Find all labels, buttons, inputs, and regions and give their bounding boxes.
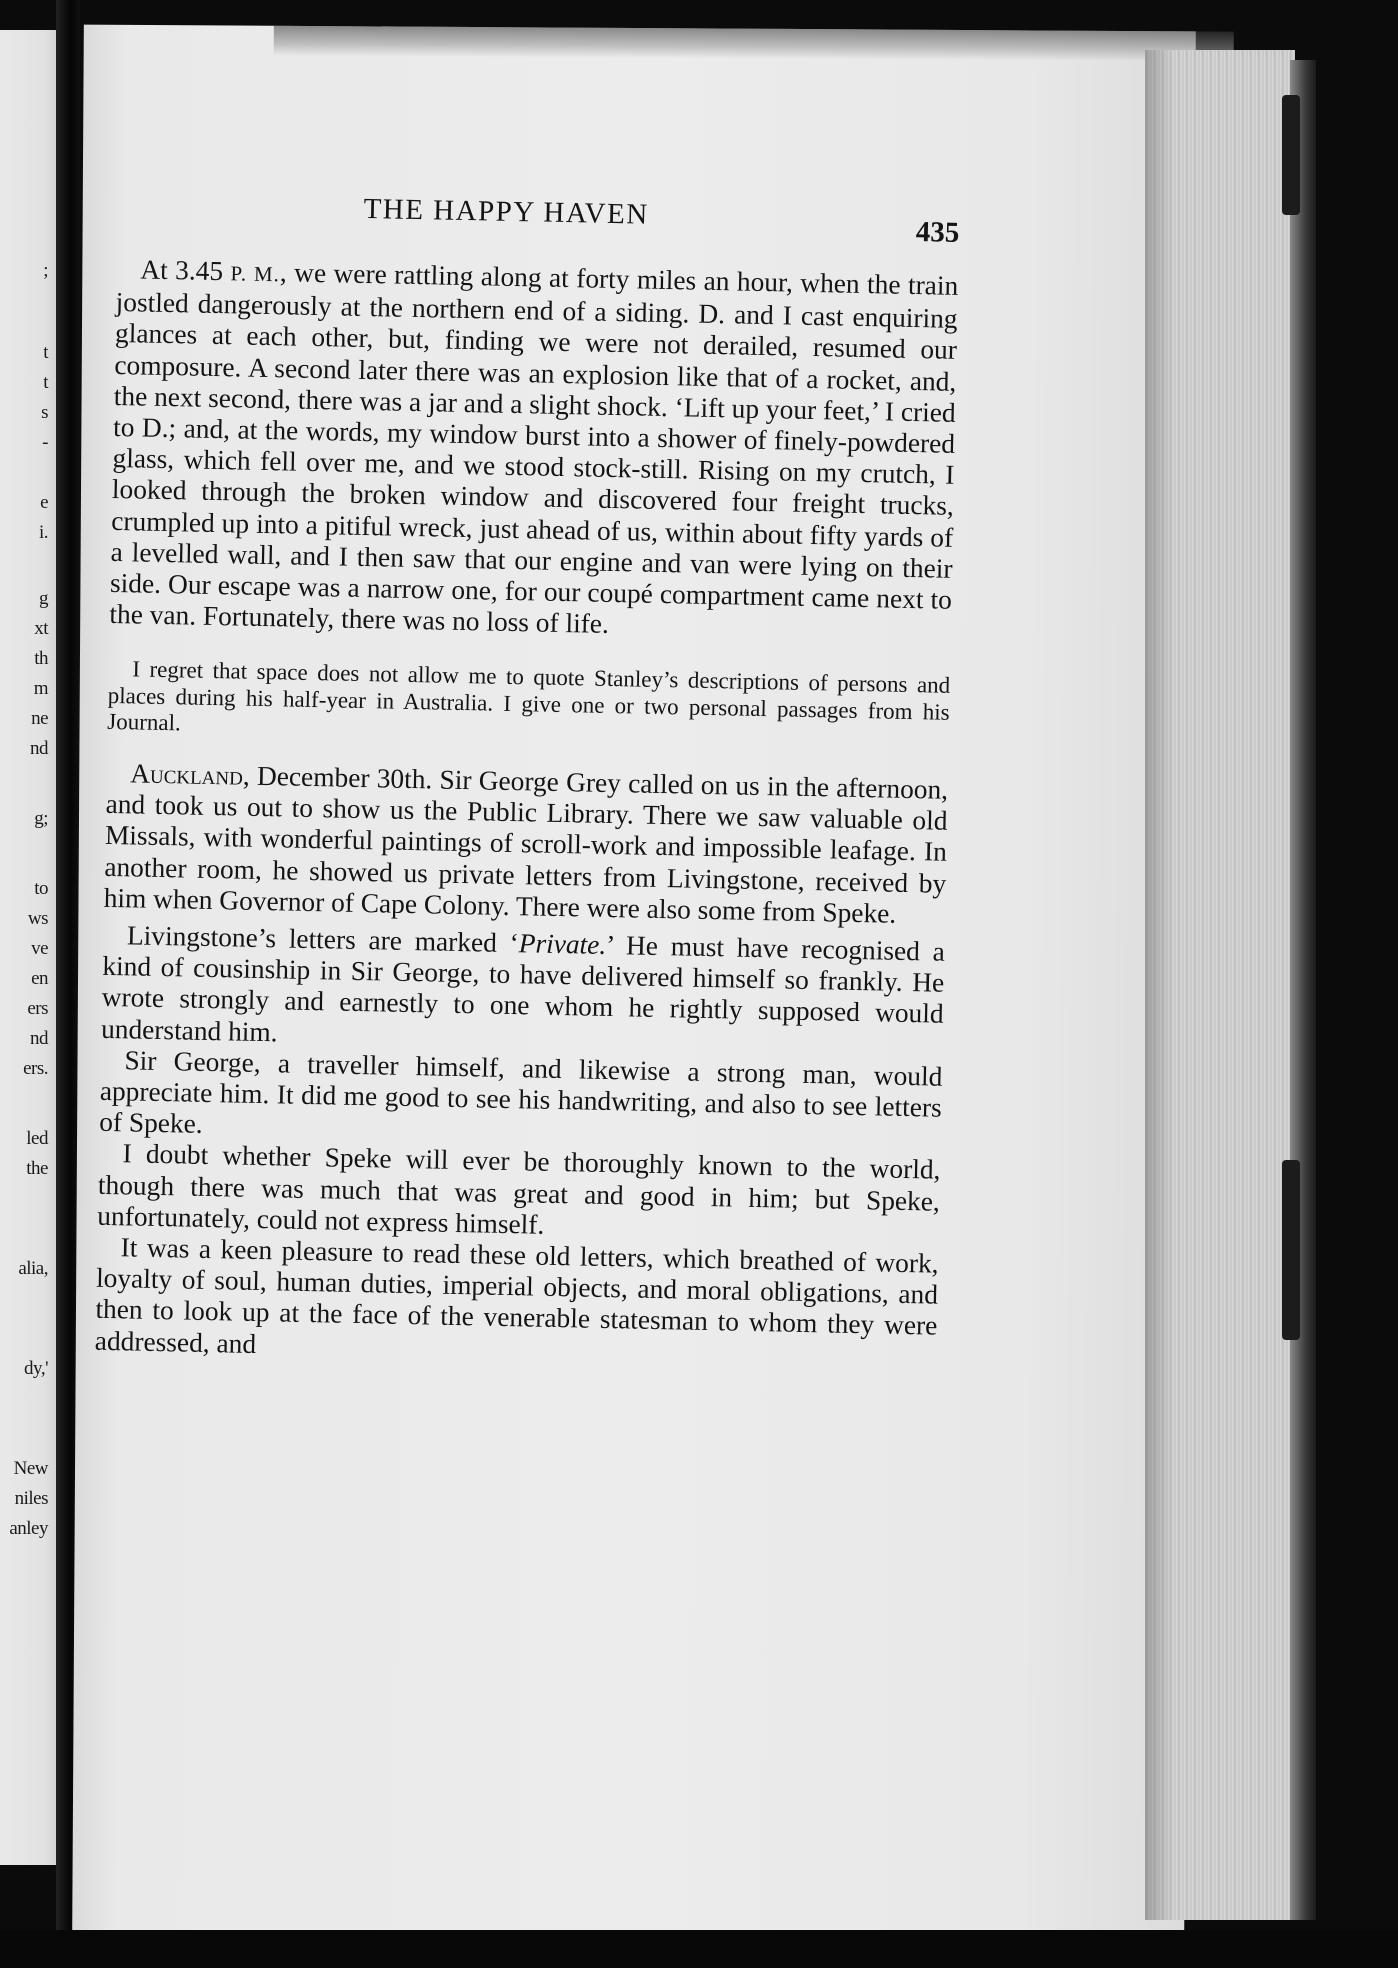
fragment-text: th [34, 648, 48, 669]
fragment-text: ers [27, 998, 48, 1019]
book-cover-edge [1290, 60, 1316, 1920]
fragment-text: - [42, 432, 48, 453]
background-shadow [0, 1930, 1398, 1968]
fragment-text: dy,' [24, 1358, 48, 1379]
time-suffix: P. M. [230, 261, 281, 287]
fragment-text: to [34, 878, 48, 899]
fragment-text: ne [31, 708, 48, 729]
fragment-text: anley [9, 1518, 48, 1539]
page-number: 435 [915, 216, 960, 249]
fragment-text: t [43, 342, 48, 363]
fragment-text: i. [38, 522, 48, 543]
fragment-text: the [26, 1158, 48, 1179]
paragraph-train-accident [109, 254, 958, 647]
paragraph-auckland [103, 758, 948, 931]
fragment-text: xt [34, 618, 48, 639]
paragraph-speke: I doubt whether Speke will ever be thoroughly known to the world, though there was much that was great and good in him; but Speke, unfortunately, could not express himself. [97, 1138, 941, 1240]
fragment-text: ws [27, 908, 48, 929]
page-edge-shadow [1145, 50, 1173, 1920]
fragment-text: e [40, 492, 48, 513]
fragment-text: t [43, 372, 48, 393]
fragment-text: en [31, 968, 48, 989]
fragment-text: New [13, 1458, 48, 1479]
place-name: Auckland [129, 758, 244, 791]
editor-note: I regret that space does not allow me to quote Stanley’s descriptions of persons and places during his half-year in Australia. I give one or two personal passages from his Journal. [107, 656, 951, 736]
fragment-text: ve [31, 938, 48, 959]
fragment-text: m [33, 678, 48, 699]
paragraph-lead: At 3.45 [140, 254, 231, 287]
page-text [95, 188, 960, 1373]
running-head: THE HAPPY HAVEN [363, 192, 650, 231]
paragraph-text: Livingstone’s letters are marked ‘ [126, 920, 520, 959]
facing-page-fragment [0, 30, 62, 1865]
fragment-text: nd [30, 738, 48, 759]
fragment-text: niles [14, 1488, 48, 1509]
cover-mark [1282, 95, 1300, 215]
page-shadow [274, 26, 1234, 62]
fragment-text: ; [43, 260, 48, 281]
fragment-text: s [41, 402, 48, 423]
fragment-text: alia, [18, 1258, 48, 1279]
paragraph-text: ’ He must have recognised a kind of cousinship in Sir George, to have delivered himself so frankly. He wrote strongly and earnestly to one whom he rightly supposed would understand him. [100, 929, 946, 1047]
paragraph-body: , we were rattling along at forty miles an hour, when the train jostled dangerously at the northern end of a siding. D. and I cast enquiring glances at each other, but, finding we were not derailed, resumed our composure. A second later there was an explosion like that of a rocket, and, the next second, there was a jar and a slight shock. ‘Lift up your feet,’ I cried to D.; and, at the words, my window burst into a shower of finely-powdered glass, which fell over me, and we stood stock-still. Rising on my crutch, I looked through the broken window and discovered four freight trucks, crumpled up into a pitiful wreck, just ahead of us, within about fifty yards of a levelled wall, and I then saw that our engine and van were lying on their side. Our escape was a narrow one, for our coupé compartment came next to the van. Fortunately, there was no loss of life. [109, 257, 959, 640]
fragment-text: g [39, 588, 48, 609]
paragraph-body: , December 30th. Sir George Grey called on us in the afternoon, and took us out to show us the Public Library. There we saw valuable old Missals, with wonderful paintings of scroll-work and impossible leafage. In another room, he showed us private letters from Livingstone, received by him when Governor of Cape Colony. There were also some from Speke. [103, 760, 949, 929]
paragraph-old-letters: It was a keen pleasure to read these old letters, which breathed of work, loyalty of soul, human duties, imperial objects, and moral obligations, and then to look up at the face of the venerable statesman to whom they were addressed, and [94, 1232, 939, 1359]
fragment-text: ers. [23, 1058, 48, 1079]
paragraph-sir-george: Sir George, a traveller himself, and likewise a strong man, would appreciate him. It did me good to see his handwriting, and also to see letters of Speke. [98, 1045, 943, 1140]
fragment-text: g; [34, 808, 48, 829]
italic-word: Private. [518, 928, 607, 960]
cover-mark [1282, 1160, 1300, 1340]
paragraph-livingstone [101, 920, 945, 1062]
fragment-text: led [26, 1128, 48, 1149]
fragment-text: nd [30, 1028, 48, 1049]
